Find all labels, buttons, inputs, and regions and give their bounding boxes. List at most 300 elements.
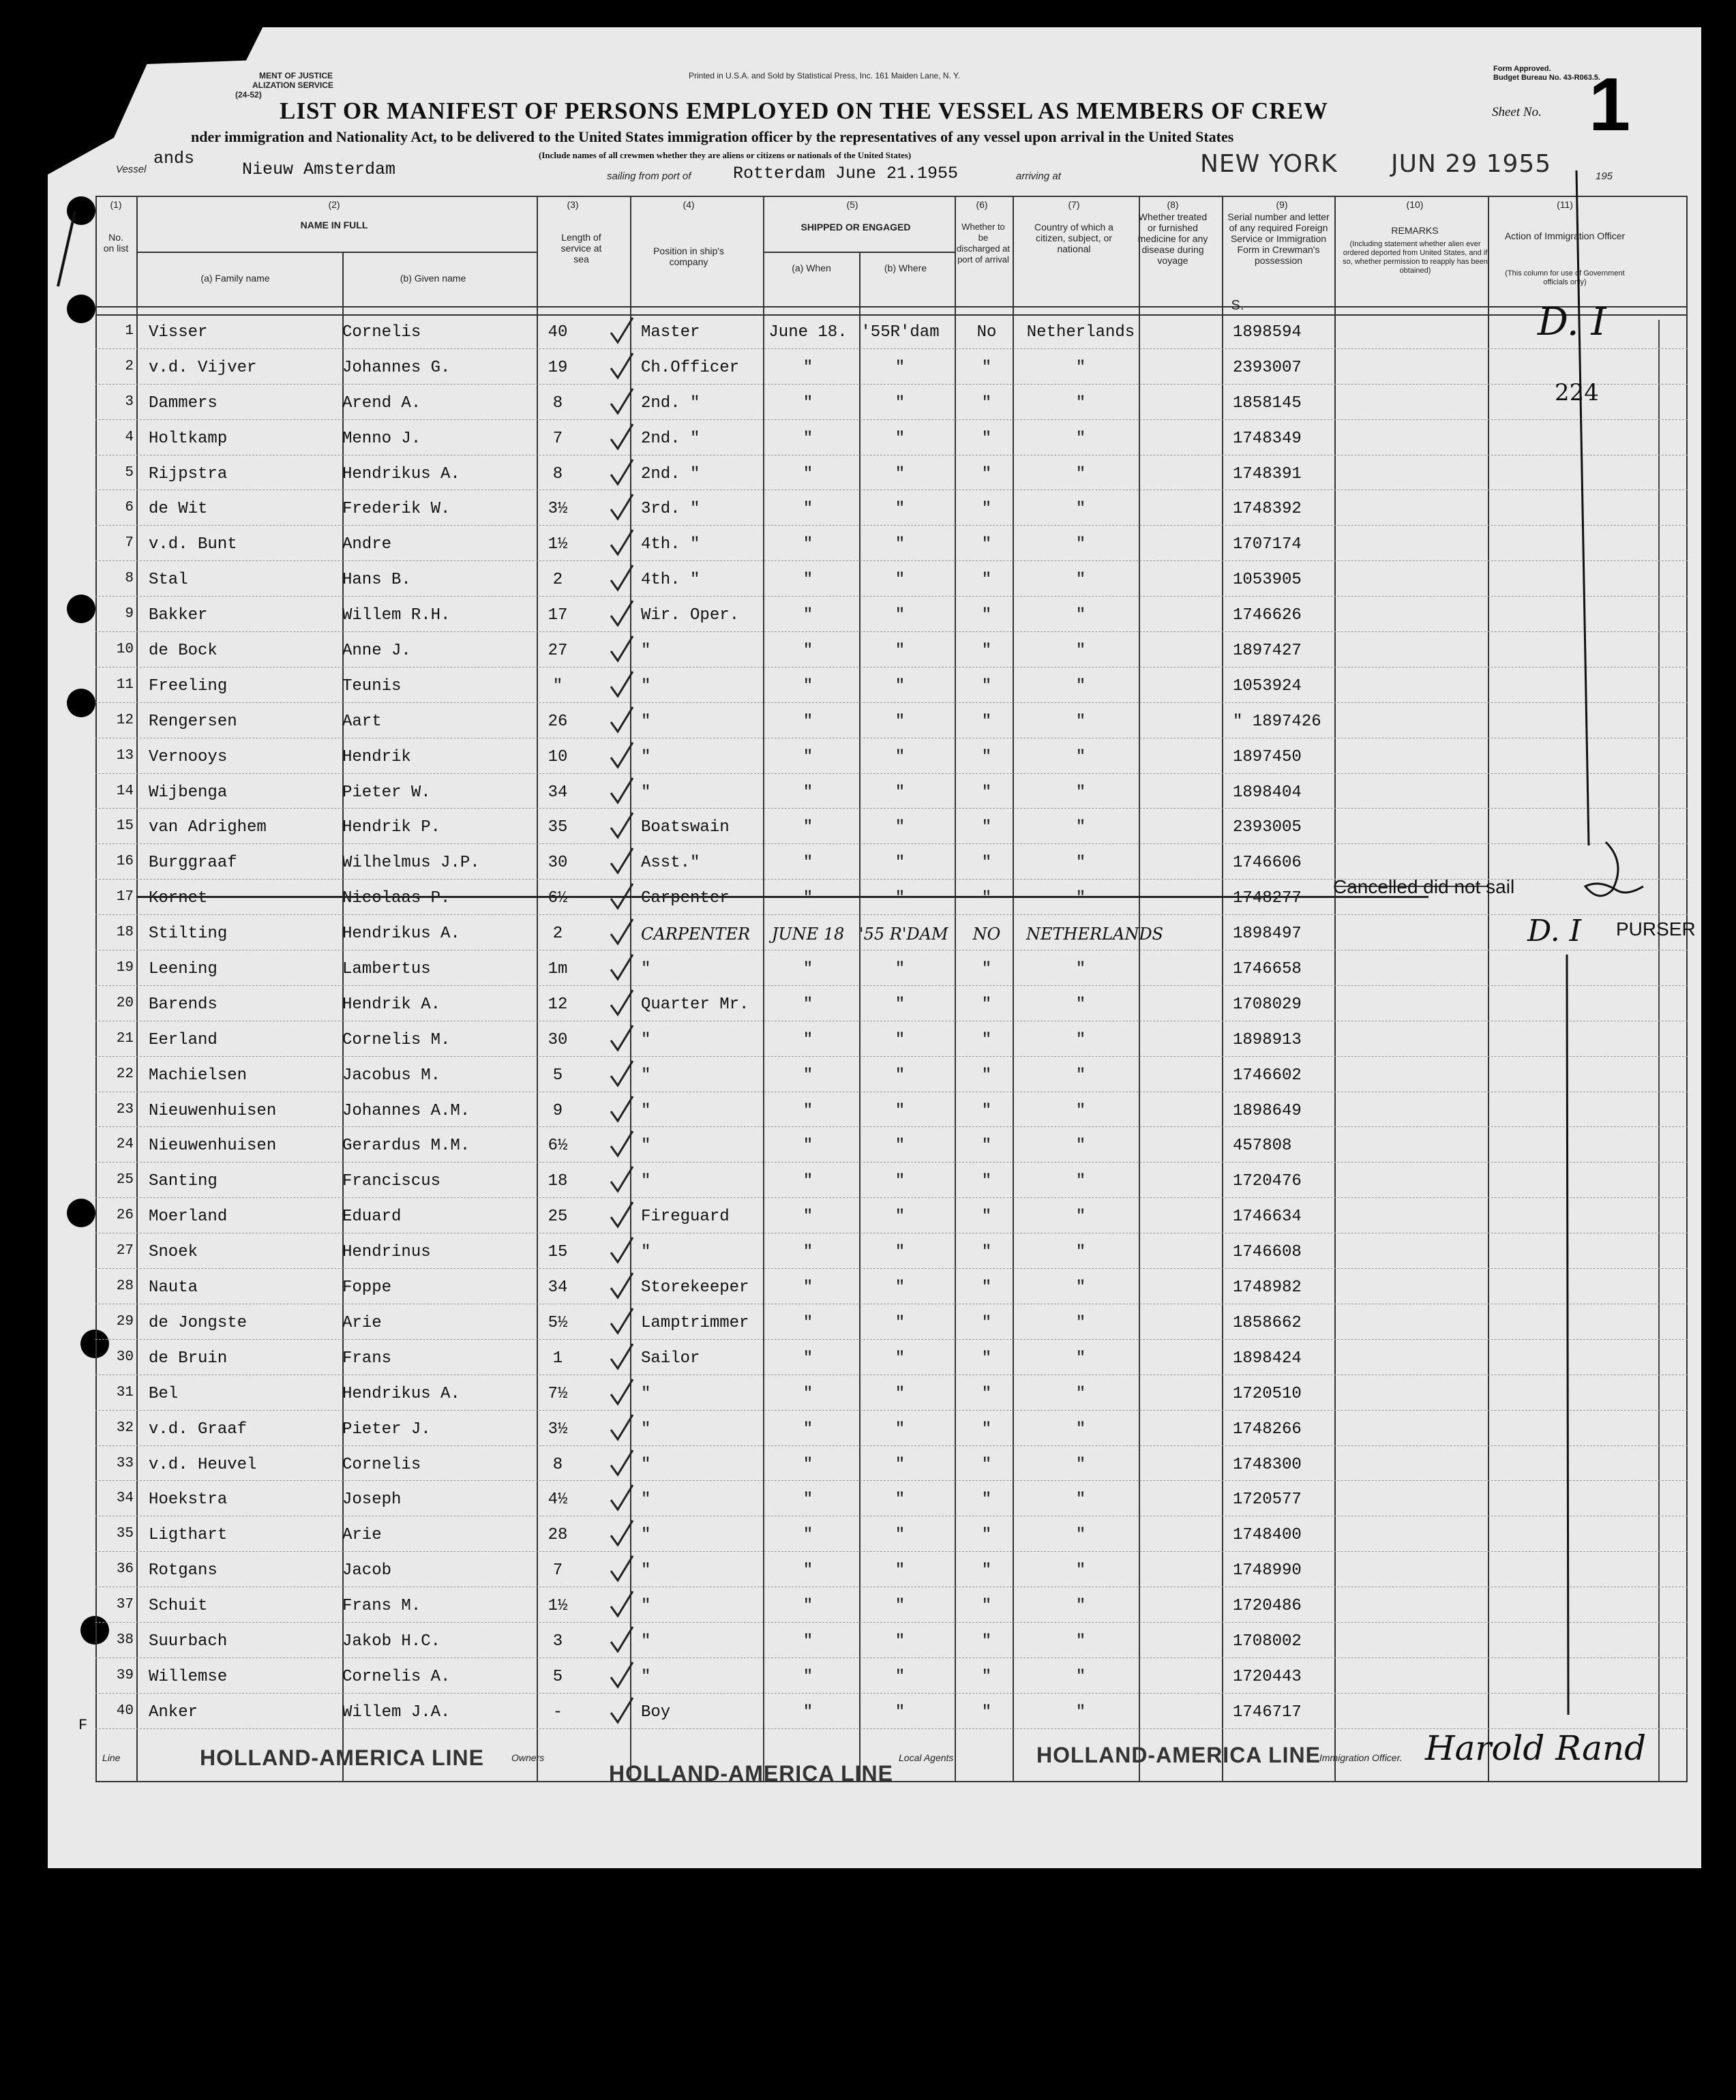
discharged-flag: No (976, 323, 997, 342)
citizenship-country: " (1075, 1490, 1086, 1510)
service-length: 1 (552, 1349, 563, 1368)
citizenship-country: " (1075, 1384, 1086, 1403)
service-length: 5½ (548, 1313, 568, 1332)
serial-number: 1746606 (1233, 854, 1302, 873)
citizenship-country: " (1075, 747, 1086, 766)
family-name: Barends (149, 995, 218, 1014)
discharged-flag: " (981, 995, 992, 1014)
discharged-flag: " (981, 1702, 992, 1722)
given-name: Frans M. (342, 1597, 421, 1616)
shipped-when: " (803, 1420, 813, 1439)
citizenship-country: " (1075, 500, 1086, 519)
discharged-flag: " (981, 747, 992, 766)
given-name: Joseph (342, 1490, 402, 1510)
citizenship-country: " (1075, 393, 1086, 412)
shipped-when: " (803, 1597, 813, 1616)
ship-position: 4th. " (641, 535, 700, 554)
shipped-where: " (895, 1137, 906, 1156)
initials-mark (1585, 842, 1643, 896)
family-name: Wijbenga (149, 783, 228, 802)
serial-number: 457808 (1233, 1137, 1292, 1156)
shipped-when: " (803, 1667, 813, 1686)
discharged-flag: " (981, 429, 992, 448)
family-name: v.d. Heuvel (149, 1455, 257, 1474)
service-length: 28 (548, 1526, 568, 1545)
service-length: 1½ (548, 535, 568, 554)
given-name: Jacob (342, 1561, 392, 1580)
service-length: 8 (552, 393, 563, 412)
discharged-flag: " (981, 1313, 992, 1332)
serial-number: 1746634 (1233, 1208, 1302, 1227)
given-name: Menno J. (342, 429, 421, 448)
shipped-where: " (895, 676, 906, 695)
shipped-when: " (803, 1137, 813, 1156)
given-name: Jacobus M. (342, 1066, 441, 1085)
discharged-flag: " (981, 1420, 992, 1439)
citizenship-country: " (1075, 1278, 1086, 1298)
shipped-when: " (803, 393, 813, 412)
given-name: Johannes A.M. (342, 1101, 470, 1120)
given-name: Hendrik A. (342, 995, 441, 1014)
shipped-when: " (803, 1208, 813, 1227)
discharged-flag: " (981, 535, 992, 554)
citizenship-country: " (1075, 1632, 1086, 1651)
row-number: 38 (116, 1632, 134, 1648)
shipped-when: " (803, 818, 813, 837)
action-d1-row18: D. I (1527, 914, 1582, 948)
row-number: 17 (116, 889, 134, 905)
citizenship-country: " (1075, 1101, 1086, 1120)
serial-number: 1748982 (1233, 1278, 1302, 1298)
citizenship-country: " (1075, 358, 1086, 377)
col9-label: Serial number and letter of any required Foreign Service or Immigration Form in Crewman's possession (1227, 211, 1330, 266)
citizenship-country: " (1075, 535, 1086, 554)
shipped-where: " (895, 747, 906, 766)
ship-position: Ch.Officer (641, 358, 740, 377)
col3-number: (3) (567, 199, 579, 210)
service-length: 8 (552, 464, 563, 483)
serial-number: 1858662 (1233, 1313, 1302, 1332)
discharged-flag: " (981, 783, 992, 802)
shipped-where: " (895, 995, 906, 1014)
shipped-where: " (895, 1066, 906, 1085)
given-name: Arend A. (342, 393, 421, 412)
given-name: Nicolaas P. (342, 889, 451, 908)
shipped-when: " (803, 747, 813, 766)
ship-position: " (641, 676, 651, 695)
citizenship-country: " (1075, 1349, 1086, 1368)
given-name: Jakob H.C. (342, 1632, 441, 1651)
serial-number: 1746602 (1233, 1066, 1302, 1085)
given-name: Arie (342, 1313, 382, 1332)
service-length: 5 (552, 1667, 563, 1686)
ship-position: " (641, 1632, 651, 1651)
shipped-when: " (803, 464, 813, 483)
shipped-where: " (895, 606, 906, 625)
discharged-flag: " (981, 1030, 992, 1049)
service-length: 34 (548, 1278, 568, 1298)
citizenship-country: " (1075, 676, 1086, 695)
given-name: Foppe (342, 1278, 392, 1298)
ship-position: " (641, 1101, 651, 1120)
service-length: 10 (548, 747, 568, 766)
given-name: Johannes G. (342, 358, 451, 377)
shipped-when: " (803, 1490, 813, 1510)
col8-label: Whether treated or furnished medicine for any disease during voyage (1137, 211, 1208, 266)
discharged-flag: " (981, 889, 992, 908)
shipped-when: JUNE 18 (771, 925, 845, 944)
service-length: 4½ (548, 1490, 568, 1510)
family-name: Kornet (149, 889, 208, 908)
service-length: 2 (552, 571, 563, 590)
shipped-when: " (803, 1702, 813, 1722)
shipped-where: " (895, 783, 906, 802)
shipped-when: " (803, 854, 813, 873)
discharged-flag: " (981, 393, 992, 412)
printer-note: Printed in U.S.A. and Sold by Statistical Press, Inc. 161 Maiden Lane, N. Y. (689, 71, 960, 80)
service-length: 25 (548, 1208, 568, 1227)
given-name: Pieter W. (342, 783, 431, 802)
discharged-flag: " (981, 676, 992, 695)
row-number: 29 (116, 1313, 134, 1330)
shipped-where: " (895, 429, 906, 448)
service-length: 7 (552, 1561, 563, 1580)
discharged-flag: " (981, 1455, 992, 1474)
family-name: Nieuwenhuisen (149, 1137, 277, 1156)
col6-label: Whether to be discharged at port of arrival (956, 222, 1011, 265)
shipped-where: " (895, 1208, 906, 1227)
col6-number: (6) (976, 199, 988, 210)
given-name: Aart (342, 712, 382, 731)
given-name: Hans B. (342, 571, 411, 590)
shipped-when: " (803, 1066, 813, 1085)
family-name: Hoekstra (149, 1490, 228, 1510)
row-number: 16 (116, 854, 134, 870)
service-length: 3½ (548, 500, 568, 519)
given-name: Willem J.A. (342, 1702, 451, 1722)
family-name: v.d. Vijver (149, 358, 257, 377)
shipped-when: " (803, 500, 813, 519)
serial-number: 1720443 (1233, 1667, 1302, 1686)
row-number: 31 (116, 1384, 134, 1400)
col2-label: NAME IN FULL (300, 220, 368, 230)
ship-position: Asst." (641, 854, 700, 873)
ship-position: 2nd. " (641, 429, 700, 448)
arrival-port-stamp: NEW YORK (1200, 150, 1338, 178)
serial-number: 1748300 (1233, 1455, 1302, 1474)
col1-number: (1) (110, 199, 122, 210)
row-number: 5 (125, 464, 134, 481)
sailing-port: Rotterdam June 21.1955 (733, 164, 959, 183)
shipped-where: " (895, 1490, 906, 1510)
include-note: (Include names of all crewmen whether they are aliens or citizens or nationals of the United States) (539, 150, 912, 160)
ship-position: " (641, 1030, 651, 1049)
shipped-where: '55 R'DAM (859, 925, 948, 944)
row-number: 13 (116, 747, 134, 764)
action-d1-top: D. I (1538, 300, 1606, 344)
row-number: 28 (116, 1278, 134, 1295)
sailing-label: sailing from port of (607, 170, 691, 182)
serial-number: 1897450 (1233, 747, 1302, 766)
serial-number: 1858145 (1233, 393, 1302, 412)
discharged-flag: " (981, 571, 992, 590)
row-number: 9 (125, 606, 134, 622)
row-number: 19 (116, 960, 134, 976)
service-length: 9 (552, 1101, 563, 1120)
footer-owners-label: Owners (511, 1752, 545, 1763)
family-name: Suurbach (149, 1632, 228, 1651)
given-name: Cornelis M. (342, 1030, 451, 1049)
row-number: 35 (116, 1526, 134, 1542)
given-name: Andre (342, 535, 392, 554)
col9-number: (9) (1276, 199, 1288, 210)
serial-number: 1897427 (1233, 642, 1302, 661)
shipped-when: " (803, 1526, 813, 1545)
row-number: 33 (116, 1455, 134, 1471)
ship-position: " (641, 747, 651, 766)
row-number: 15 (116, 818, 134, 835)
citizenship-country: " (1075, 712, 1086, 731)
service-length: 26 (548, 712, 568, 731)
vessel-prefix-text: ands (153, 149, 195, 168)
ship-position: 4th. " (641, 571, 700, 590)
serial-number: 1720476 (1233, 1172, 1302, 1191)
vessel-label: Vessel (116, 164, 147, 175)
given-name: Hendrinus (342, 1243, 431, 1262)
given-name: Frans (342, 1349, 392, 1368)
serial-number: 1748391 (1233, 464, 1302, 483)
shipped-where: " (895, 1349, 906, 1368)
given-name: Anne J. (342, 642, 411, 661)
col2a-label: (a) Family name (200, 273, 270, 284)
family-name: Rotgans (149, 1561, 218, 1580)
shipped-when: " (803, 676, 813, 695)
row-number: 26 (116, 1208, 134, 1224)
citizenship-country: " (1075, 783, 1086, 802)
family-name: v.d. Graaf (149, 1420, 248, 1439)
row-number: 8 (125, 571, 134, 587)
discharged-flag: " (981, 500, 992, 519)
row-number: 21 (116, 1030, 134, 1047)
department-line: MENT OF JUSTICE (259, 71, 333, 80)
serial-number: 1748392 (1233, 500, 1302, 519)
family-name: Visser (149, 323, 208, 342)
family-name: van Adrighem (149, 818, 267, 837)
serial-number: 1748266 (1233, 1420, 1302, 1439)
serial-number: 1746608 (1233, 1243, 1302, 1262)
footer-agents-value: HOLLAND-AMERICA LINE (1036, 1743, 1321, 1767)
citizenship-country: " (1075, 1208, 1086, 1227)
discharged-flag: " (981, 1066, 992, 1085)
shipped-where: " (895, 1172, 906, 1191)
shipped-when: " (803, 1349, 813, 1368)
footer-officer-label: Immigration Officer. (1319, 1752, 1403, 1763)
shipped-where: " (895, 1420, 906, 1439)
shipped-when: " (803, 1030, 813, 1049)
row40-prefix: F (78, 1717, 88, 1734)
col10-note: (Including statement whether alien ever ordered deported from United States, and if so, whether permission to reapply has been obtained) (1343, 240, 1488, 275)
family-name: Stal (149, 571, 188, 590)
ship-position: Boy (641, 1702, 671, 1722)
shipped-where: " (895, 1278, 906, 1298)
row-number: 37 (116, 1597, 134, 1613)
row-number: 14 (116, 783, 134, 799)
family-name: Rengersen (149, 712, 237, 731)
discharged-flag: " (981, 1137, 992, 1156)
serial-number: 1746658 (1233, 960, 1302, 979)
family-name: v.d. Bunt (149, 535, 237, 554)
family-name: Anker (149, 1702, 198, 1722)
discharged-flag: " (981, 712, 992, 731)
ship-position: " (641, 1597, 651, 1616)
row-number: 40 (116, 1702, 134, 1719)
citizenship-country: " (1075, 571, 1086, 590)
shipped-when: " (803, 1243, 813, 1262)
serial-number: 1898649 (1233, 1101, 1302, 1120)
given-name: Franciscus (342, 1172, 441, 1191)
shipped-where: " (895, 642, 906, 661)
given-name: Hendrikus A. (342, 1384, 460, 1403)
footer-line-label: Line (102, 1752, 121, 1763)
bracket-line-lower (1567, 955, 1568, 1715)
footer-line-value: HOLLAND-AMERICA LINE (200, 1745, 484, 1770)
citizenship-country: " (1075, 1667, 1086, 1686)
shipped-where: " (895, 1313, 906, 1332)
given-name: Arie (342, 1526, 382, 1545)
serial-number: 1707174 (1233, 535, 1302, 554)
arriving-label: arriving at (1016, 170, 1061, 182)
ship-position: " (641, 1243, 651, 1262)
given-name: Hendrik (342, 747, 411, 766)
service-length: 1m (548, 960, 568, 979)
ship-position: " (641, 642, 651, 661)
footer-owners-value: HOLLAND-AMERICA LINE (609, 1761, 893, 1786)
shipped-when: " (803, 1632, 813, 1651)
shipped-where: " (895, 464, 906, 483)
serial-number: 1748990 (1233, 1561, 1302, 1580)
shipped-when: " (803, 1313, 813, 1332)
family-name: Moerland (149, 1208, 228, 1227)
ship-position: " (641, 1137, 651, 1156)
discharged-flag: " (981, 1101, 992, 1120)
citizenship-country: " (1075, 1702, 1086, 1722)
discharged-flag: " (981, 1632, 992, 1651)
serial-number: 1720510 (1233, 1384, 1302, 1403)
vessel-name: Nieuw Amsterdam (242, 160, 396, 179)
col7-number: (7) (1068, 199, 1080, 210)
shipped-where: " (895, 854, 906, 873)
shipped-where: " (895, 1667, 906, 1686)
shipped-where: " (895, 535, 906, 554)
serial-number: 2393005 (1233, 818, 1302, 837)
service-line: ALIZATION SERVICE (252, 80, 333, 90)
given-name: Wilhelmus J.P. (342, 854, 480, 873)
given-name: Cornelis A. (342, 1667, 451, 1686)
family-name: Snoek (149, 1243, 198, 1262)
row-number: 6 (125, 500, 134, 516)
shipped-where: " (895, 1702, 906, 1722)
shipped-when: " (803, 1455, 813, 1474)
col4-number: (4) (683, 199, 695, 210)
citizenship-country: " (1075, 818, 1086, 837)
given-name: Frederik W. (342, 500, 451, 519)
discharged-flag: " (981, 1172, 992, 1191)
ship-position: " (641, 1172, 651, 1191)
col1-label: No. on list (103, 232, 129, 254)
row-number: 36 (116, 1561, 134, 1578)
citizenship-country: " (1075, 1526, 1086, 1545)
service-length: 12 (548, 995, 568, 1014)
ship-position: Storekeeper (641, 1278, 749, 1298)
row-number: 7 (125, 535, 134, 552)
row-number: 20 (116, 995, 134, 1011)
ship-position: Master (641, 323, 700, 342)
family-name: de Wit (149, 500, 208, 519)
given-name: Gerardus M.M. (342, 1137, 470, 1156)
ship-position: " (641, 1420, 651, 1439)
discharged-flag: " (981, 1243, 992, 1262)
bracket-line (1576, 170, 1589, 845)
col10-number: (10) (1406, 199, 1424, 210)
family-name: Nauta (149, 1278, 198, 1298)
service-length: 7½ (548, 1384, 568, 1403)
serial-number: 1748349 (1233, 429, 1302, 448)
row-number: 18 (116, 925, 134, 941)
citizenship-country: " (1075, 1420, 1086, 1439)
serial-number: 1720486 (1233, 1597, 1302, 1616)
col11-label: Action of Immigration Officer (1504, 230, 1626, 241)
discharged-flag: " (981, 818, 992, 837)
shipped-where: " (895, 571, 906, 590)
given-name: Pieter J. (342, 1420, 431, 1439)
col7-label: Country of which a citizen, subject, or national (1034, 222, 1113, 254)
citizenship-country: " (1075, 889, 1086, 908)
serial-number: 1746717 (1233, 1702, 1302, 1722)
col4-label: Position in ship's company (653, 245, 724, 267)
discharged-flag: " (981, 642, 992, 661)
purser-label: PURSER (1616, 918, 1696, 940)
given-name: Cornelis (342, 1455, 421, 1474)
row-number: 24 (116, 1137, 134, 1153)
shipped-where: " (895, 393, 906, 412)
shipped-when: " (803, 889, 813, 908)
shipped-where: " (895, 1030, 906, 1049)
shipped-when: " (803, 995, 813, 1014)
citizenship-country: " (1075, 854, 1086, 873)
serial-number: 1748277 (1233, 889, 1302, 908)
discharged-flag: " (981, 1490, 992, 1510)
ship-position: " (641, 1066, 651, 1085)
service-length: 7 (552, 429, 563, 448)
col5a-label: (a) When (792, 262, 831, 273)
service-length: 40 (548, 323, 568, 342)
shipped-when: " (803, 642, 813, 661)
discharged-flag: " (981, 1597, 992, 1616)
shipped-when: " (803, 1278, 813, 1298)
shipped-where: " (895, 1101, 906, 1120)
service-length: 15 (548, 1243, 568, 1262)
service-length: 3½ (548, 1420, 568, 1439)
shipped-when: " (803, 358, 813, 377)
col8-number: (8) (1167, 199, 1179, 210)
discharged-flag: " (981, 1667, 992, 1686)
discharged-flag: " (981, 1561, 992, 1580)
citizenship-country: " (1075, 642, 1086, 661)
col11-number: (11) (1557, 199, 1573, 210)
shipped-where: " (895, 1597, 906, 1616)
shipped-where: " (895, 500, 906, 519)
shipped-where: " (895, 1455, 906, 1474)
